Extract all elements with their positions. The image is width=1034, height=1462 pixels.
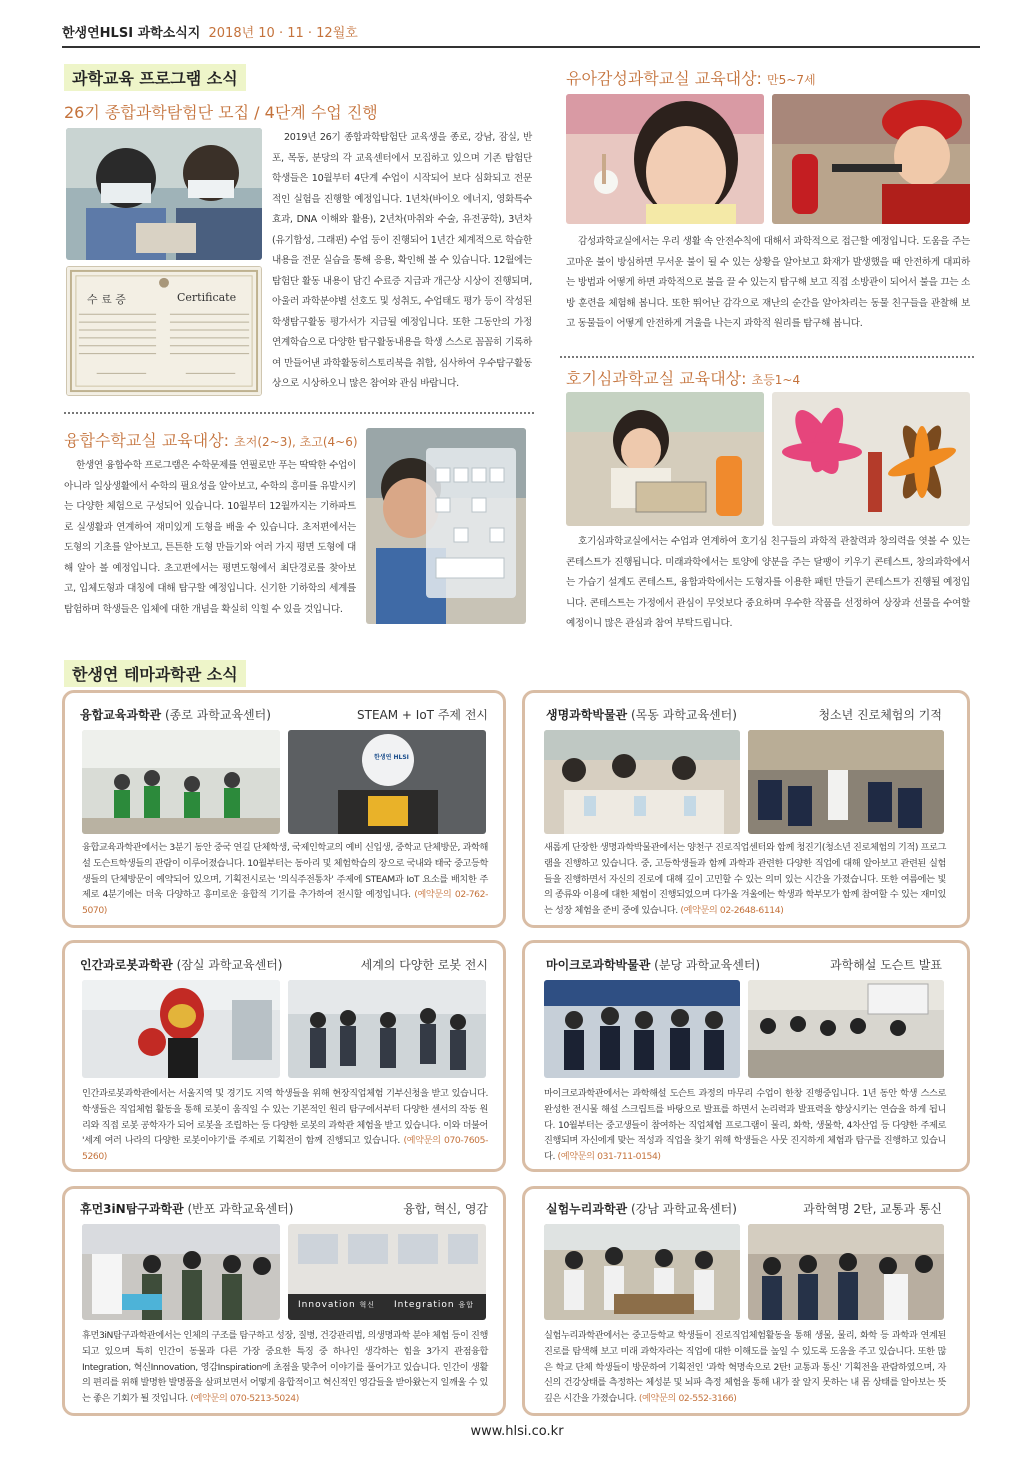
hall-banpo-contact: (예약문의 070-5213-5024) [190,1393,299,1405]
hall-banpo-body: 휴먼3iN탐구과학관에서는 인체의 구조를 탐구하고 성장, 질병, 건강관리법, 의생명과학 분야 체험 등이 진행되고 있으며 특히 인간이 동물과 다른 가장 중요한 특징 중 하나인 생각하는 힘을 3가지 관점융합Integration, 혁신Innovation, 영감Inspiration에 초점을 맞추어 이야기를 풀어가고 있습니다. 인간이 생활의 편리를 위해 발명한 발명품을 살펴보면서 어떻게 융합적이고 혁신적인 영감들을 받아왔는지 일깨울 수 있는 좋은 기회가 될 것입니다. (예약문의 070-5213-5024) [82,1330,488,1405]
hall-gangnam-title: 실험누리과학관 (강남 과학교육센터) [546,1202,737,1216]
hall-mokdong-body: 새롭게 단장한 생명과학박물관에서는 양천구 진로직업센터와 함께 청진기(청소년 진로체험의 기적) 프로그램을 진행하고 있습니다. 중, 고등학생들과 함께 과학과 관련한 다양한 직업에 대해 알아보고 관련된 실험들을 진행하면서 자신의 진로에 대해 깊이 고민할 수 있는 의미 있는 시간을 가졌습니다. 또한 여름에는 빛의 종류와 이용에 대한 체험이 진행되었으며 다가올 겨울에는 학생과 학부모가 함께 참여할 수 있는 재미있는 성장 체험을 준비 중에 있습니다. (예약문의 02-2648-6114) [544,842,946,917]
hall-banpo-photo-2 [288,1224,486,1320]
hall-banpo-photo-1 [82,1224,280,1320]
divider-left [64,412,534,414]
hall-bundang-body: 마이크로과학관에서는 과학해설 도슨트 과정의 마무리 수업이 한창 진행중입니다. 1년 동안 학생 스스로 완성한 전시물 해설 스크립트를 바탕으로 발표를 하면서 논리력과 발표력을 향상시키는 연습을 하게 됩니다. 10월부터는 중고생들이 참여하는 직업체험 프로그램이 물리, 화학, 생물학, 4차산업 등 다양한 주제로 진행되며 자신에게 맞는 적성과 직업을 찾기 위해 학생들은 사뭇 진지하게 체험과 탐구를 진행하고 있습니다. (예약문의 031-711-0154) [544,1088,946,1163]
kids-class-target: 만5~7세 [767,73,816,87]
hall-banpo-banner-left: Innovation 혁신 [298,1300,376,1310]
issue-date: 2018년 10 · 11 · 12월호 [208,26,358,41]
paper-flower-photo [772,392,970,526]
newsletter-brand: 한생연HLSI 과학소식지 [62,26,201,41]
footer-url[interactable]: www.hlsi.co.kr [470,1424,564,1439]
lab-students-photo [66,128,262,260]
hall-jongno-title: 융합교육과학관 (종로 과학교육센터) [80,708,271,722]
curiosity-class-body: 호기심과학교실에서는 수업과 연계하여 호기심 친구들의 과학적 관찰력과 창의력을 엿볼 수 있는 콘테스트가 진행됩니다. 미래과학에서는 토양에 양분을 주는 달팽이 키우기 콘테스트, 창의과학에서는 가습기 설계도 콘테스트, 융합과학에서는 도형자를 이용한 패턴 만들기 콘테스트가 진행될 예정입니다. 콘테스트는 가정에서 관심이 무엇보다 중요하며 우수한 작품을 선정하여 상장과 선물을 수여할 예정이니 많은 관심과 참여 부탁드립니다. [566,536,970,629]
kids-class-title: 유아감성과학교실 교육대상: 만5~7세 [566,69,816,88]
curiosity-class-target: 초등1~4 [751,373,801,387]
hall-jongno-badge: 한생연 HLSI [374,754,409,761]
theme-section-title: 한생연 테마과학관 소식 [64,660,246,687]
hall-mokdong-tag: 청소년 진로체험의 기적 [818,708,942,722]
math-class-title: 융합수학교실 교육대상: 초저(2~3), 초고(4~6) [64,431,358,450]
hall-jongno-photo-1 [82,730,280,834]
hall-bundang-title: 마이크로과학박물관 (분당 과학교육센터) [546,958,761,972]
snail-observation-photo [566,392,764,526]
hall-banpo-title: 휴먼3iN탐구과학관 (반포 과학교육센터) [80,1202,294,1216]
kids-class-body: 감성과학교실에서는 우리 생활 속 안전수칙에 대해서 과학적으로 접근할 예정입니다. 도움을 주는 고마운 불이 방심하면 무서운 불이 될 수 있는 상황을 알아보고 화재가 발생했을 때 안전하게 대피하는 방법과 어떻게 하면 과학적으로 불을 끌 수 있는지 탐구해 보고 직접 소방관이 되어서 불을 끄는 소방 훈련을 체험해 봅니다. 또한 뛰어난 감각으로 재난의 순간을 알아차리는 동물 친구들을 관찰해 보고 동물들이 어떻게 안전하게 겨울을 나는지 과학적 원리를 탐구해 봅니다. [566,236,970,329]
hall-gangnam-body: 실험누리과학관에서는 중고등학교 학생들이 진로직업체험활동을 통해 생물, 물리, 화학 등 과학과 연계된 진로를 탐색해 보고 미래 과학자라는 직업에 대한 이해도를 높일 수 있도록 도움을 주고 있습니다. 또한 많은 학교 단체 학생들이 방문하여 기획전인 '과학 혁명속으로 2탄! 교통과 통신' 기획전을 관람하였으며, 자신의 건강상태를 측정하는 체성분 및 뇌파 측정 체험을 통해 내가 잘 알지 못하는 내 몸 상태를 알아보는 뜻 깊은 시간을 가졌습니다. (예약문의 02-552-3166) [544,1330,946,1405]
hall-gangnam-tag: 과학혁명 2탄, 교통과 통신 [803,1202,942,1216]
program-section-title: 과학교육 프로그램 소식 [64,64,246,91]
hall-jamsil-title: 인간과로봇과학관 (잠실 과학교육센터) [80,958,283,972]
hall-bundang-contact: (예약문의 031-711-0154) [557,1151,661,1163]
hall-jongno-photo-2 [288,730,486,834]
hall-gangnam-photo-2 [748,1224,944,1320]
certificate-title-en: Certificate [177,291,237,304]
hall-banpo-tag: 융합, 혁신, 영감 [403,1202,488,1216]
program-body: 2019년 26기 종합과학탐험단 교육생을 종로, 강남, 잠실, 반포, 목동, 분당의 각 교육센터에서 모집하고 있으며 기존 탐험단 학생들은 10월부터 4단계 수업이 시작되어 보다 심화되고 전문적인 실험을 진행할 예정입니다. 1년차(바이오 에너지, 영화특수효과, DNA 이해와 활용), 2년차(마취와 수술, 유전공학), 3년차(유기합성, 그래핀) 수업 등이 진행되어 1년간 체계적으로 학습한 내용을 전문 실습을 통해 응용, 확인해 볼 수 있습니다. 12월에는 탐험단 활동 내용이 담긴 수료증 지급과 개근상 시상이 진행되며, 아울러 과학분야별 선호도 및 성취도, 수업태도 평가 등이 작성된 학생탐구활동 평가서가 지급될 예정입니다. 또한 그동안의 가정연계학습으로 다양한 탐구활동내용을 학생 스스로 꼼꼼히 기록하여 만들어낸 과학활동히스토리북을 취합, 심사하여 우수탐구활동상으로 시상하오니 많은 참여와 관심 바랍니다. [272,132,532,389]
hall-jamsil-photo-2 [288,980,486,1078]
hall-mokdong-title: 생명과학박물관 (목동 과학교육센터) [546,708,737,722]
math-class-target: 초저(2~3), 초고(4~6) [234,435,358,449]
divider-right [560,356,974,358]
hall-jamsil-tag: 세계의 다양한 로봇 전시 [360,958,488,972]
kids-firefighter-photo [772,94,970,224]
hall-mokdong-photo-1 [544,730,740,834]
hall-mokdong-contact: (예약문의 02-2648-6114) [680,905,784,917]
math-puzzle-photo [366,428,526,624]
hall-jongno-tag: STEAM + IoT 주제 전시 [357,708,488,722]
hall-jamsil-body: 인간과로봇과학관에서는 서울지역 및 경기도 지역 학생들을 위해 현장직업체험 기부신청을 받고 있습니다. 학생들은 직업체험 활동을 통해 로봇이 움직일 수 있는 기본적인 원리 탐구에서부터 다양한 센서의 작동 원리와 직접 로봇 공학자가 되어 로봇을 조립하는 등 다양한 로봇의 과학관 체험을 받고 있습니다. 이와 더불어 '세계 여러 나라의 다양한 로봇이야기'를 주제로 기획전이 함께 진행되고 있습니다. (예약문의 070-7605-5260) [82,1088,488,1163]
curiosity-class-title: 호기심과학교실 교육대상: 초등1~4 [566,369,801,388]
kids-cotton-photo [566,94,764,224]
hall-jongno-contact: (예약문의 02-762-5070) [82,889,488,917]
hall-jongno-body: 융합교육과학관에서는 3분기 동안 중국 연길 단체학생, 국제인학교의 예비 신입생, 중학교 단체방문, 과학해설 도슨트학생들의 관람이 이루어졌습니다. 10월부터는 동아리 및 체험학습의 장으로 국내와 태국 중고등학생들의 단체방문이 예약되어 있으며, 기획전시로는 '의식주전통차' 주제에 STEAM과 IoT 요소를 배치한 주제로 4분기에는 더욱 다양하고 흥미로운 융합적 기기를 추가하여 전시할 예정입니다. (예약문의 02-762-5070) [82,842,488,917]
page-header [62,22,980,48]
certificate-image [66,266,262,396]
hall-jamsil-contact: (예약문의 070-7605-5260) [82,1135,488,1163]
math-class-body: 한생연 융합수학 프로그램은 수학문제를 연필로만 푸는 딱딱한 수업이 아니라 일상생활에서 수학의 필요성을 알아보고, 수학의 흥미를 유발시키는 다양한 체험으로 구성되어 있습니다. 10월부터 12월까지는 기하파트로 실생활과 연계하여 재미있게 도형을 배울 수 있습니다. 초저편에서는 도형의 기초를 알아보고, 튼튼한 도형 만들기와 여러 가지 평면 도형에 대해 알아 볼 예정입니다. 초고편에서는 평면도형에서 최단경로를 찾아보고, 입체도형과 대칭에 대해 탐구할 예정입니다. 신기한 기하학의 세계를 탐험하며 학생들은 입체에 대한 개념을 확실히 익힐 수 있을 것입니다. [64,460,356,615]
hall-bundang-tag: 과학해설 도슨트 발표 [830,958,942,972]
hall-banpo-banner-right: Integration 융합 [394,1300,474,1310]
certificate-title-ko: 수 료 증 [87,293,126,306]
hall-gangnam-photo-1 [544,1224,740,1320]
hall-gangnam-contact: (예약문의 02-552-3166) [638,1393,737,1405]
hall-bundang-photo-1 [544,980,740,1078]
hall-jamsil-photo-1 [82,980,280,1078]
hall-bundang-photo-2 [748,980,944,1078]
program-headline: 26기 종합과학탐험단 모집 / 4단계 수업 진행 [64,103,378,122]
hall-mokdong-photo-2 [748,730,944,834]
